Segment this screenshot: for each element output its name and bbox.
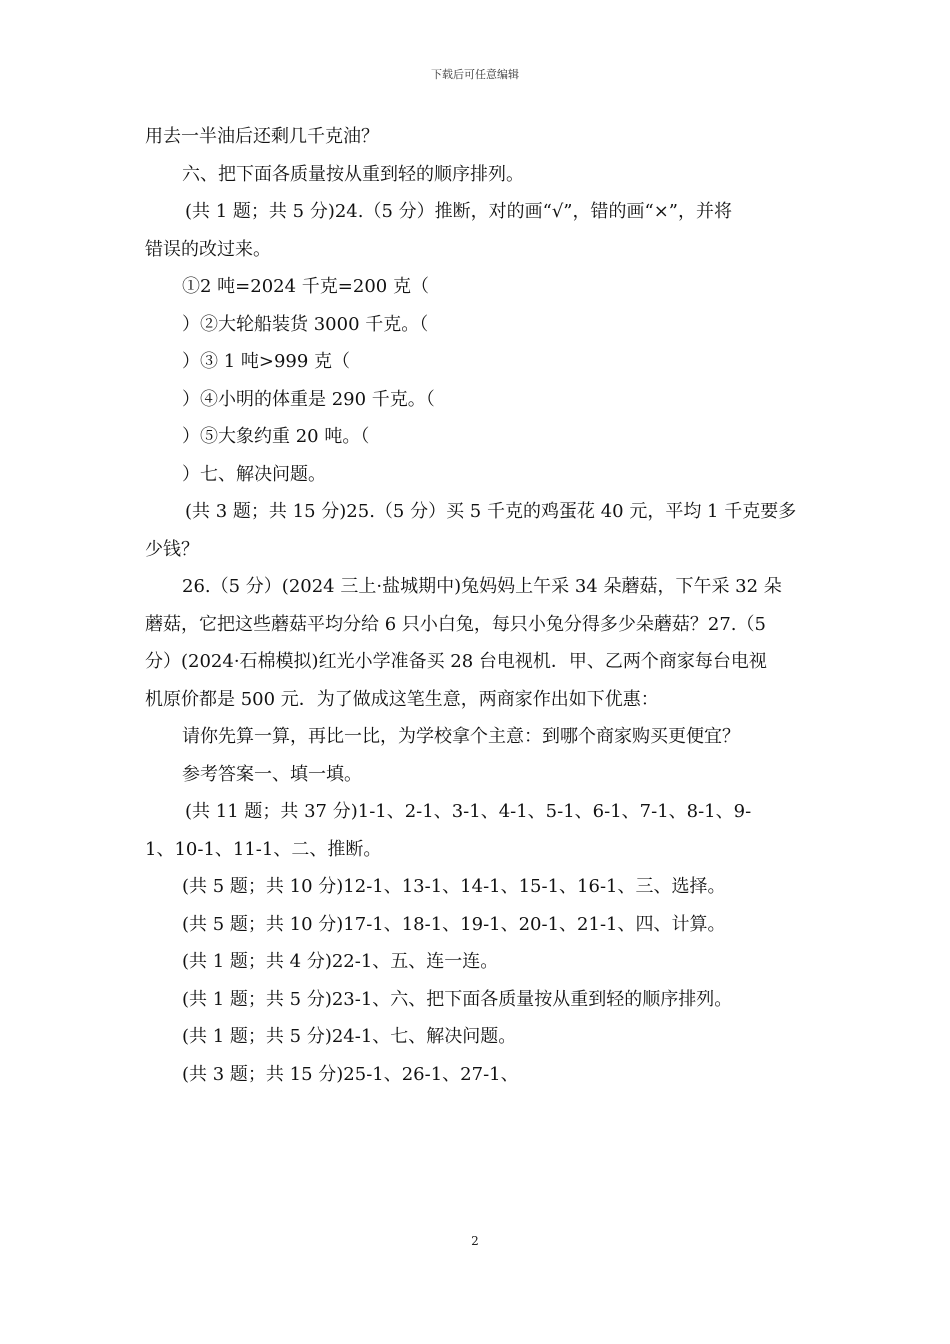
- document-body: [145, 118, 810, 1093]
- text-line: 错误的改过来。: [145, 238, 271, 260]
- answer-line: 1、10-1、11-1、二、推断。: [145, 838, 382, 860]
- answer-line: (共 3 题；共 15 分)25-1、26-1、27-1、: [182, 1063, 519, 1085]
- text-line: ）②大轮船装货 3000 千克。（: [182, 313, 429, 335]
- page-number: 2: [471, 1234, 479, 1248]
- answer-line: (共 1 题；共 5 分)23-1、六、把下面各质量按从重到轻的顺序排列。: [182, 988, 733, 1010]
- text-line: ①2 吨=2024 千克=200 克（: [182, 276, 429, 297]
- text-line: (共 1 题；共 5 分)24.（5 分）推断，对的画“√”，错的画“×”，并将: [185, 201, 732, 222]
- text-line: ）③ 1 吨>999 克（: [182, 351, 351, 372]
- answer-line: (共 5 题；共 10 分)17-1、18-1、19-1、20-1、21-1、四、计算。: [182, 913, 726, 935]
- text-line: ）⑤大象约重 20 吨。（: [182, 426, 370, 447]
- answer-line: (共 1 题；共 5 分)24-1、七、解决问题。: [182, 1026, 517, 1047]
- section-heading: 参考答案一、填一填。: [182, 763, 362, 785]
- answer-line: (共 1 题；共 4 分)22-1、五、连一连。: [182, 951, 499, 972]
- text-line: 分）(2024·石棉模拟)红光小学准备买 28 台电视机．甲、乙两个商家每台电视: [145, 651, 767, 672]
- text-line: 机原价都是 500 元．为了做成这笔生意，两商家作出如下优惠：: [145, 688, 659, 710]
- text-line: 少钱？: [145, 538, 199, 560]
- page-header: 下载后可任意编辑: [431, 68, 519, 81]
- text-line: 26.（5 分）(2024 三上·盐城期中)兔妈妈上午采 34 朵蘑菇，下午采 32 朵: [182, 576, 782, 597]
- answer-line: (共 5 题；共 10 分)12-1、13-1、14-1、15-1、16-1、三、选择。: [182, 876, 726, 897]
- section-heading: 六、把下面各质量按从重到轻的顺序排列。: [182, 163, 524, 185]
- text-line: (共 3 题；共 15 分)25.（5 分）买 5 千克的鸡蛋花 40 元，平均 1 千克要多: [185, 501, 797, 522]
- text-line: 请你先算一算，再比一比，为学校拿个主意：到哪个商家购买更便宜？: [182, 726, 740, 747]
- text-line: 用去一半油后还剩几千克油？: [145, 126, 379, 147]
- text-line: ）④小明的体重是 290 千克。（: [182, 388, 435, 410]
- answer-line: (共 11 题；共 37 分)1-1、2-1、3-1、4-1、5-1、6-1、7-1、8-1、9-: [185, 801, 752, 822]
- section-heading: ）七、解决问题。: [182, 463, 326, 485]
- text-line: 蘑菇，它把这些蘑菇平均分给 6 只小白兔，每只小兔分得多少朵蘑菇？27.（5: [145, 613, 766, 635]
